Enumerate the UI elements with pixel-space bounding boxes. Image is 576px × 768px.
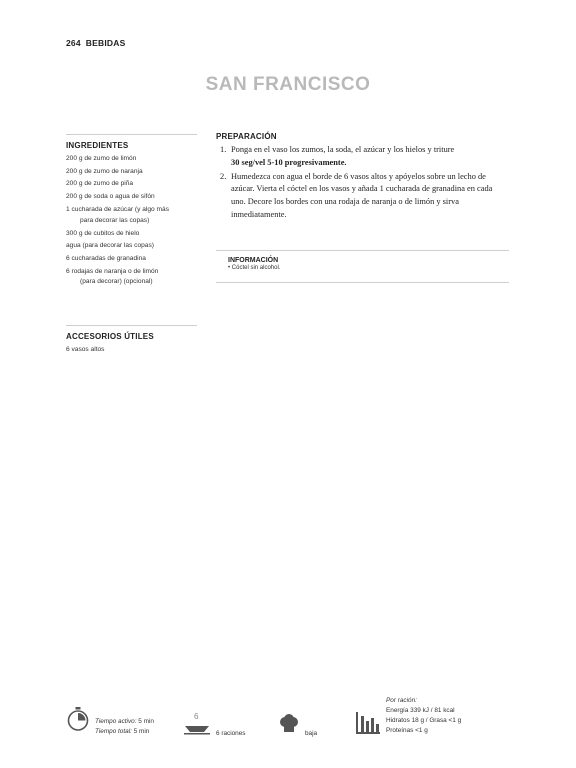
chef-hat-icon (279, 714, 299, 734)
active-time-value: 5 min (138, 718, 154, 725)
preparation-heading: PREPARACIÓN (216, 132, 277, 141)
information-text: • Cóctel sin alcohol. (228, 265, 281, 271)
active-time (95, 718, 154, 725)
recipe-footer (0, 690, 576, 750)
step-number: 1. (220, 145, 227, 154)
total-time-value: 5 min (133, 728, 150, 735)
ingredient-item: 200 g de zumo de piña (66, 180, 134, 188)
ingredient-item: 1 cucharada de azúcar (y algo más (66, 205, 169, 213)
carbs-fat-value: Hidratos 18 g / Grasa <1 g (386, 717, 462, 724)
ingredient-item: 200 g de zumo de naranja (66, 167, 143, 175)
plate-icon (184, 723, 210, 735)
preparation-step (216, 171, 509, 222)
ingredient-item: 6 cucharadas de granadina (66, 254, 146, 262)
accessories-section (66, 325, 197, 357)
difficulty: baja (305, 730, 318, 737)
total-time-label: Tiempo total: (95, 728, 132, 735)
accessories-heading: ACCESORIOS ÚTILES (66, 332, 154, 341)
step-number: 2. (220, 171, 227, 181)
divider (216, 250, 509, 251)
accessory-item: 6 vasos altos (66, 346, 105, 353)
accessories-list (66, 344, 197, 357)
per-serving-label (386, 697, 417, 704)
ingredient-item: 6 rodajas de naranja o de limón (66, 267, 159, 275)
step-setting: 30 seg/vel 5-10 progresivamente. (231, 157, 347, 167)
divider (66, 325, 197, 326)
servings-label: 6 raciones (216, 730, 246, 737)
total-time (95, 728, 149, 735)
ingredients-heading: INGREDIENTES (66, 141, 129, 150)
active-time-label: Tiempo activo: (95, 718, 137, 725)
ingredient-item: agua (para decorar las copas) (66, 242, 154, 250)
page-header (66, 38, 130, 48)
ingredients-section (66, 134, 197, 289)
preparation-section (216, 132, 509, 223)
per-serving-label-text: Por ración: (386, 697, 417, 704)
recipe-title: SAN FRANCISCO (205, 74, 371, 95)
preparation-steps (216, 144, 509, 222)
protein-value: Proteínas <1 g (386, 727, 428, 734)
section-name: BEBIDAS (85, 38, 126, 48)
ingredient-item: 200 g de zumo de limón (66, 155, 137, 162)
page-number: 264 (66, 38, 81, 48)
ingredient-item: 200 g de soda o agua de sifón (66, 193, 155, 201)
information-heading: INFORMACIÓN (228, 257, 279, 264)
step-text: Humedezca con agua el borde de 6 vasos altos y apóyelos sobre un lecho de azúcar. Vierta el cóctel en los vasos y añada 1 cucharada de granadina en cada uno. Decore los bordes con una rodaja de naranja o de limón y sirva inmediatamente. (231, 171, 493, 219)
ingredient-item: 300 g de cubitos de hielo (66, 229, 140, 237)
divider (216, 282, 509, 283)
step-text: Ponga en el vaso los zumos, la soda, el azúcar y los hielos y triture (231, 145, 455, 154)
energy-value: Energía 339 kJ / 81 kcal (386, 707, 455, 714)
divider (66, 134, 197, 135)
preparation-step (216, 144, 509, 170)
nutrition-chart-icon (356, 712, 380, 734)
stopwatch-icon (67, 707, 89, 731)
ingredient-item: para decorar las copas) (80, 216, 150, 224)
information-section (216, 250, 509, 283)
ingredient-item: (para decorar) (opcional) (80, 278, 153, 286)
servings-number: 6 (194, 712, 199, 721)
ingredients-list (66, 153, 197, 287)
